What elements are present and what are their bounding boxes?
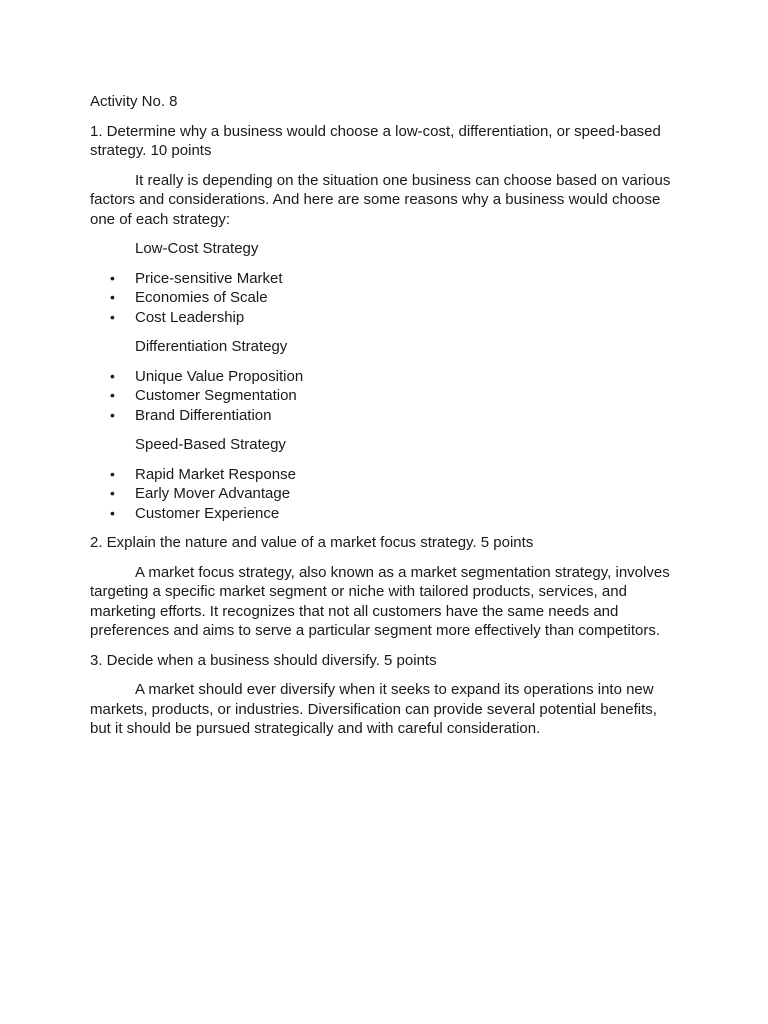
strategy-heading-differentiation: Differentiation Strategy — [135, 338, 288, 355]
question-3: 3. Decide when a business should diversify. 5 points — [90, 651, 437, 669]
bullet-icon: • — [110, 269, 115, 286]
strategy-list-low-cost — [90, 269, 674, 328]
list-item — [90, 308, 674, 328]
bullet-icon: • — [110, 485, 115, 501]
list-item-text: Customer Segmentation — [135, 387, 297, 404]
strategy-list-differentiation — [90, 367, 674, 426]
list-item-text: Price-sensitive Market — [135, 269, 283, 287]
strategy-list-speed-based — [90, 465, 674, 524]
activity-title: Activity No. 8 — [90, 93, 178, 110]
list-item-text: Customer Experience — [135, 504, 280, 522]
strategy-heading-speed-based: Speed-Based Strategy — [135, 436, 286, 453]
bullet-icon: • — [110, 289, 115, 305]
question-2: 2. Explain the nature and value of a market focus strategy. 5 points — [90, 534, 534, 551]
list-item — [90, 406, 674, 426]
bullet-icon: • — [110, 367, 115, 384]
list-item-text: Rapid Market Response — [135, 465, 296, 483]
strategy-heading-low-cost: Low-Cost Strategy — [135, 240, 259, 257]
answer-3: A market should ever diversify when it seeks to expand its operations into new markets, products, or industries. Diversification can provide several potential benefits, but it should be pursued strategically and with careful consideration. — [90, 681, 657, 737]
list-item — [90, 269, 674, 289]
bullet-icon: • — [110, 308, 115, 325]
bullet-icon: • — [110, 406, 115, 423]
bullet-icon: • — [110, 465, 115, 482]
answer-1: It really is depending on the situation one business can choose based on various factors and considerations. And here are some reasons why a business would choose one of each strategy: — [90, 171, 671, 228]
bullet-icon: • — [110, 504, 115, 521]
list-item — [90, 465, 674, 485]
answer-2: A market focus strategy, also known as a market segmentation strategy, involves targeting a specific market segment or niche with tailored products, services, and marketing efforts. It recognizes that not all customers have the same needs and preferences and aims to serve a particular segment more effectively than competitors. — [90, 563, 670, 639]
list-item — [90, 484, 674, 504]
list-item — [90, 288, 674, 308]
list-item-text: Brand Differentiation — [135, 406, 272, 424]
list-item-text: Unique Value Proposition — [135, 367, 304, 385]
list-item-text: Cost Leadership — [135, 308, 245, 326]
list-item — [90, 367, 674, 387]
list-item — [90, 504, 674, 524]
list-item-text: Early Mover Advantage — [135, 485, 291, 502]
list-item-text: Economies of Scale — [135, 289, 268, 306]
list-item — [90, 386, 674, 406]
bullet-icon: • — [110, 387, 115, 403]
question-1: 1. Determine why a business would choose a low-cost, differentiation, or speed-based strategy. 10 points — [90, 122, 661, 159]
